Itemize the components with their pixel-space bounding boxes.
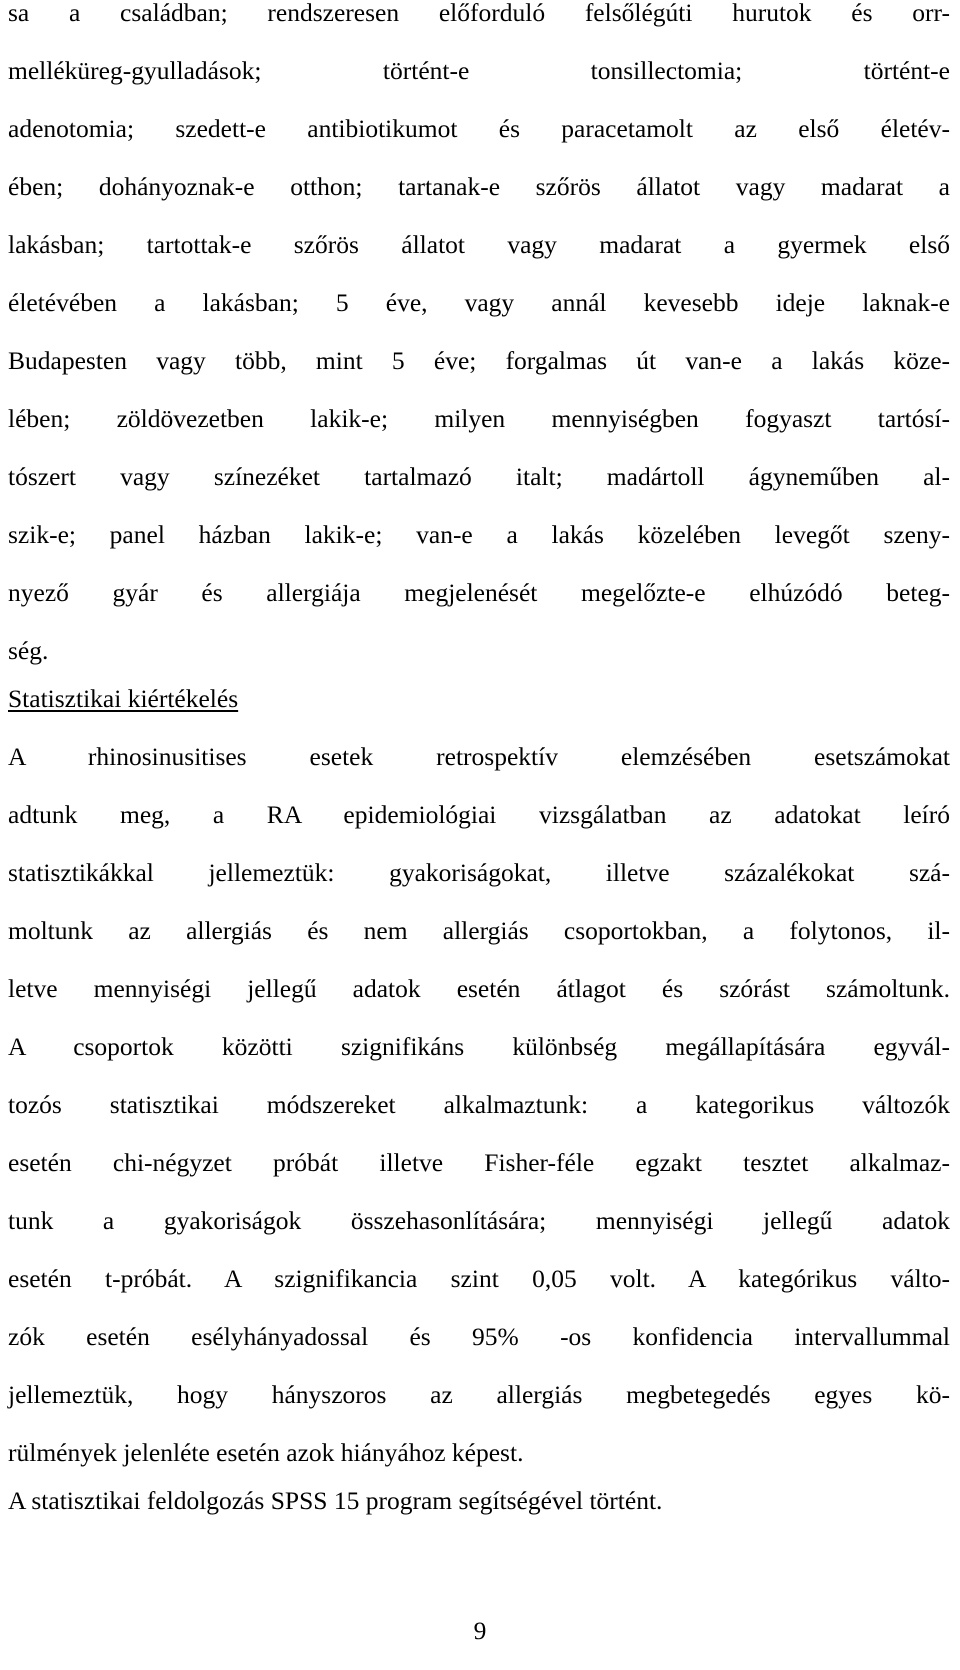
section-heading-text: Statisztikai kiértékelés xyxy=(8,684,239,713)
page-number: 9 xyxy=(473,1616,487,1645)
text-line: sa a családban; rendszeresen előforduló felsőlégúti hurutok és orr- xyxy=(8,0,950,27)
text-line: A statisztikai feldolgozás SPSS 15 program segítségével történt. xyxy=(8,1486,663,1515)
text-line: tozós statisztikai módszereket alkalmaztunk: a kategorikus változók xyxy=(8,1090,950,1119)
text-line: letve mennyiségi jellegű adatok esetén átlagot és szórást számoltunk. xyxy=(8,974,950,1003)
text-line: zók esetén esélyhányadossal és 95% -os konfidencia intervallummal xyxy=(8,1322,950,1351)
text-line: lében; zöldövezetben lakik-e; milyen mennyiségben fogyaszt tartósí- xyxy=(8,404,950,433)
text-line: lakásban; tartottak-e szőrös állatot vagy madarat a gyermek első xyxy=(8,230,950,259)
text-line: adtunk meg, a RA epidemiológiai vizsgálatban az adatokat leíró xyxy=(8,800,950,829)
text-line: nyező gyár és allergiája megjelenését megelőzte-e elhúzódó beteg- xyxy=(8,578,950,607)
text-line: esetén chi-négyzet próbát illetve Fisher-féle egzakt tesztet alkalmaz- xyxy=(8,1148,950,1177)
body-text xyxy=(8,0,950,1542)
text-line: Budapesten vagy több, mint 5 éve; forgalmas út van-e a lakás köze- xyxy=(8,346,950,375)
text-line: jellemeztük, hogy hányszoros az allergiás megbetegedés egyes kö- xyxy=(8,1380,950,1409)
section-heading xyxy=(8,682,950,740)
text-line: tószert vagy színezéket tartalmazó italt; madártoll ágyneműben al- xyxy=(8,462,950,491)
text-line: életévében a lakásban; 5 éve, vagy annál kevesebb ideje laknak-e xyxy=(8,288,950,317)
text-line: rülmények jelenléte esetén azok hiányához képest. xyxy=(8,1438,524,1467)
text-line: moltunk az allergiás és nem allergiás csoportokban, a folytonos, il- xyxy=(8,916,950,945)
text-line: melléküreg-gyulladások; történt-e tonsillectomia; történt-e xyxy=(8,56,950,85)
text-line: esetén t-próbát. A szignifikancia szint 0,05 volt. A kategórikus válto- xyxy=(8,1264,950,1293)
text-line: szik-e; panel házban lakik-e; van-e a lakás közelében levegőt szeny- xyxy=(8,520,950,549)
text-line: statisztikákkal jellemeztük: gyakoriságokat, illetve százalékokat szá- xyxy=(8,858,950,887)
text-line: adenotomia; szedett-e antibiotikumot és paracetamolt az első életév- xyxy=(8,114,950,143)
text-line: ében; dohányoznak-e otthon; tartanak-e szőrös állatot vagy madarat a xyxy=(8,172,950,201)
text-line: A rhinosinusitises esetek retrospektív elemzésében esetszámokat xyxy=(8,742,950,771)
text-line: tunk a gyakoriságok összehasonlítására; mennyiségi jellegű adatok xyxy=(8,1206,950,1235)
text-line: ség. xyxy=(8,636,49,665)
text-line: A csoportok közötti szignifikáns különbség megállapítására egyvál- xyxy=(8,1032,950,1061)
